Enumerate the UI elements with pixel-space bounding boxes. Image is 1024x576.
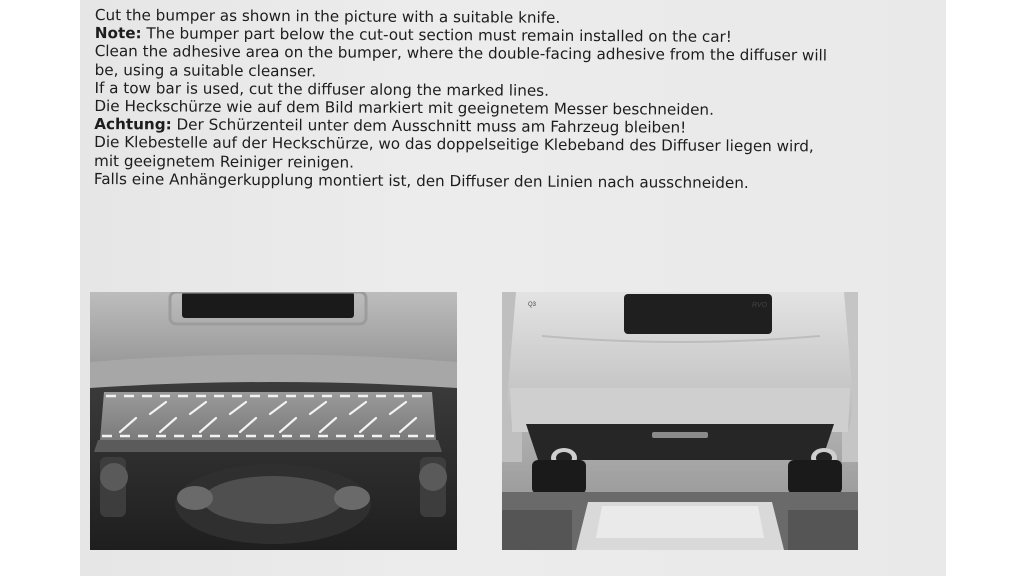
car-badge: RVO [752,302,768,309]
instruction-line: Die Klebestelle auf der Heckschürze, wo das doppelseitige Klebeband des Diffuser liegen wird, [94,133,814,156]
achtung-text: Der Schürzenteil unter dem Ausschnitt muss am Fahrzeug bleiben! [171,115,687,137]
instruction-line: Clean the adhesive area on the bumper, where the double-facing adhesive from the diffuser will [94,42,828,65]
instruction-line: mit geeignetem Reiniger reinigen. [94,151,355,172]
instruction-page [80,0,946,576]
instruction-line: Falls eine Anhängerkupplung montiert ist, den Diffuser den Linien nach ausschneiden. [93,169,749,192]
note-label: Note: [94,24,142,43]
bumper-cut-illustration [90,292,457,550]
car-rear-illustration [502,292,858,550]
car-rear-photo [502,292,858,550]
achtung-label: Achtung: [94,115,172,134]
bumper-cut-photo [90,292,457,550]
note-text: The bumper part below the cut-out section must remain installed on the car! [141,24,732,47]
instruction-line: be, using a suitable cleanser. [94,60,317,80]
instruction-line: Cut the bumper as shown in the picture with a suitable knife. [94,6,561,27]
instruction-line: Die Heckschürze wie auf dem Bild markiert mit geeignetem Messer beschneiden. [94,97,714,119]
instruction-line: If a tow bar is used, cut the diffuser along the marked lines. [94,78,549,100]
car-model-badge: Q3 [528,302,537,308]
instruction-text [94,6,945,193]
